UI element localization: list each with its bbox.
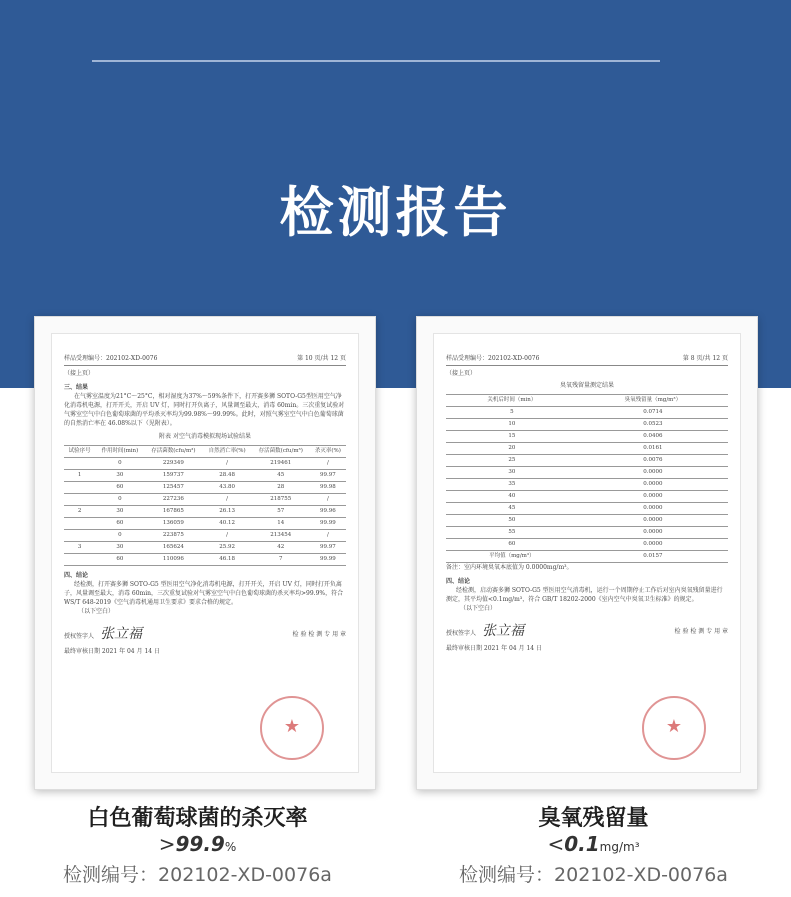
table-row <box>446 443 728 455</box>
table-cell: 42 <box>252 542 310 554</box>
table-cell: 229349 <box>144 458 202 470</box>
table-cell: 50 <box>446 515 578 527</box>
table-cell: 57 <box>252 506 310 518</box>
table-row <box>64 542 346 554</box>
report-paper-right <box>433 333 741 773</box>
table-cell: / <box>310 530 346 542</box>
table-cell: 55 <box>446 527 578 539</box>
value-unit: % <box>224 840 237 854</box>
doc-conclusion-text: 经检测，打开赛多狮 SOTO-G5 型医用空气净化消毒机电源，打开开关，开启 UV 灯，同时打开负离子，风量调至最大，消毒 60min，三次重复试验对气雾室空气中白色葡萄球菌的杀灭率均>99.9%，符合 WS/T 648-2019《空气消毒机通用卫生要求》要求合格的规定。 <box>64 581 344 606</box>
table-cell: 0.0076 <box>578 455 728 467</box>
table-cell: 1 <box>64 470 95 482</box>
doc-seal-label: 检 验 检 测 专 用 章 <box>674 628 728 635</box>
table-cell: 218755 <box>252 494 310 506</box>
table-cell: 3 <box>64 542 95 554</box>
table-cell: 0 <box>95 458 144 470</box>
table-cell: / <box>202 458 251 470</box>
table-cell: / <box>202 530 251 542</box>
table-row <box>446 467 728 479</box>
table-cell: 15 <box>446 431 578 443</box>
doc-signature: 张立福 <box>100 626 143 642</box>
table-row <box>446 527 728 539</box>
table-cell: 30 <box>446 467 578 479</box>
table-header-cell: 臭氧残留量（mg/m³） <box>578 395 728 407</box>
table-row <box>64 494 346 506</box>
table-cell: 25 <box>446 455 578 467</box>
table-cell: 0.0406 <box>578 431 728 443</box>
table-cell: 0.0000 <box>578 527 728 539</box>
doc-signer: 授权签字人 <box>64 633 95 640</box>
caption-name-left: 白色葡萄球菌的杀灭率 <box>87 806 308 831</box>
value-prefix: < <box>547 832 565 856</box>
report-document-right <box>446 354 728 653</box>
page-title: 检测报告 <box>279 181 512 244</box>
table-cell: 43.80 <box>202 482 251 494</box>
doc-seal-label: 检 验 检 测 专 用 章 <box>292 631 346 638</box>
table-row <box>64 554 346 566</box>
table-cell: 26.13 <box>202 506 251 518</box>
table-cell: 0.0000 <box>578 515 728 527</box>
doc-conclusion-head: 四、结论 <box>64 572 89 579</box>
report-document-left <box>64 354 346 656</box>
table-cell: 99.97 <box>310 542 346 554</box>
table-cell: 30 <box>95 542 144 554</box>
doc-signer: 授权签字人 <box>446 630 477 637</box>
doc-conclusion-text: 经检测，启动赛多狮 SOTO-G5 型医用空气消毒机，运行一个周期停止工作后对室内臭氧残留量进行测定，其平均值<0.1mg/m³，符合 GB/T 18202-2000《室内空气中臭氧卫生标准》的规定。 <box>446 587 723 603</box>
caption-value-left <box>0 832 395 856</box>
doc-date: 最终审核日期 2021 年 04 月 14 日 <box>446 645 542 652</box>
table-cell: 159737 <box>144 470 202 482</box>
table-cell: 0.0000 <box>578 479 728 491</box>
table-row <box>446 455 728 467</box>
doc-header-left: 样品受理编号：202102-XD-0076 <box>446 355 540 362</box>
table-cell: 7 <box>252 554 310 566</box>
table-cell: 110096 <box>144 554 202 566</box>
table-header-cell: 杀灭率(%) <box>310 446 346 458</box>
table-header-cell: 试验序号 <box>64 446 95 458</box>
table-cell: 40.12 <box>202 518 251 530</box>
table-cell: 20 <box>446 443 578 455</box>
divider-line <box>92 60 660 62</box>
table-cell: 30 <box>95 506 144 518</box>
table-row <box>446 539 728 551</box>
report-paper-left <box>51 333 359 773</box>
table-row <box>64 506 346 518</box>
table-cell: 165624 <box>144 542 202 554</box>
doc-conclusion-head: 四、结论 <box>446 578 471 585</box>
table-cell: 99.99 <box>310 518 346 530</box>
doc-header-right: 第 10 页/共 12 页 <box>297 355 346 362</box>
table-cell: 0.0000 <box>578 467 728 479</box>
report-frame-right <box>416 316 758 790</box>
table-header-cell: 存活菌数(cfu/m³) <box>252 446 310 458</box>
table-cell: 227236 <box>144 494 202 506</box>
table-row <box>446 515 728 527</box>
doc-header <box>446 354 728 366</box>
table-cell <box>64 494 95 506</box>
table-cell: 46.18 <box>202 554 251 566</box>
table-cell: 0.0161 <box>578 443 728 455</box>
doc-sign-row <box>446 623 728 639</box>
table-cell: 0.0000 <box>578 539 728 551</box>
table-cell: 0.0000 <box>578 491 728 503</box>
seal-stamp-icon: ★ <box>642 696 706 760</box>
table-cell: 0 <box>95 530 144 542</box>
table-header-cell: 作用时间(min) <box>95 446 144 458</box>
table-row <box>446 431 728 443</box>
table-cell: 10 <box>446 419 578 431</box>
value-prefix: > <box>158 832 176 856</box>
table-cell: 0.0523 <box>578 419 728 431</box>
table-cell: 30 <box>95 470 144 482</box>
table-cell <box>64 482 95 494</box>
doc-header-left: 样品受理编号：202102-XD-0076 <box>64 355 158 362</box>
table-cell <box>64 530 95 542</box>
table-cell: 99.97 <box>310 470 346 482</box>
table-cell: 99.96 <box>310 506 346 518</box>
table-cell: / <box>310 494 346 506</box>
table-cell <box>64 458 95 470</box>
value-number: 0.1 <box>564 832 600 856</box>
table-cell: 45 <box>252 470 310 482</box>
value-unit: mg/m³ <box>599 840 640 854</box>
table-cell: 28 <box>252 482 310 494</box>
table-cell: 219461 <box>252 458 310 470</box>
table-row <box>64 458 346 470</box>
caption-name-right: 臭氧残留量 <box>538 806 649 831</box>
results-table-left <box>64 445 346 566</box>
results-table-right <box>446 394 728 563</box>
table-cell: 0.0714 <box>578 407 728 419</box>
table-cell: 213454 <box>252 530 310 542</box>
doc-table-title: 臭氧残留量测定结果 <box>559 382 614 389</box>
table-cell: 223875 <box>144 530 202 542</box>
avg-value: 0.0157 <box>578 551 728 563</box>
doc-blank: （以下空白） <box>78 608 115 615</box>
table-header-cell: 自然消亡率(%) <box>202 446 251 458</box>
doc-blank: （以下空白） <box>460 605 497 612</box>
table-cell: 60 <box>95 482 144 494</box>
table-cell <box>64 554 95 566</box>
table-row <box>446 479 728 491</box>
table-header-cell: 存活菌数(cfu/m³) <box>144 446 202 458</box>
table-cell: 99.98 <box>310 482 346 494</box>
caption-value-right <box>396 832 791 856</box>
table-cell: 60 <box>95 554 144 566</box>
doc-header-right: 第 8 页/共 12 页 <box>682 355 728 362</box>
table-cell: 35 <box>446 479 578 491</box>
table-cell: 25.92 <box>202 542 251 554</box>
table-cell: 0.0000 <box>578 503 728 515</box>
table-cell: / <box>310 458 346 470</box>
doc-cont: （接上页） <box>446 370 477 377</box>
seal-stamp-icon: ★ <box>260 696 324 760</box>
doc-header <box>64 354 346 366</box>
doc-results-text: 在气雾室温度为21°C～25°C，相对湿度为37%～59%条件下，打开赛多狮 SOTO-G5型医用空气净化消毒机电源，打开开关，开启 UV 灯，同时打开负离子，风量调至最大，消毒 60min。三次重复试验对气雾室空气中白色葡萄球菌的平均杀灭率均为99.98%～99.99%。此时，对照气雾室空气中白色葡萄球菌的自然消亡率在 46.08%以下（见附表）。 <box>64 393 345 427</box>
table-row <box>446 503 728 515</box>
caption-code-right: 检测编号：202102-XD-0076a <box>459 864 728 886</box>
table-row <box>446 419 728 431</box>
table-row <box>64 518 346 530</box>
table-row <box>64 482 346 494</box>
table-cell: / <box>202 494 251 506</box>
report-frame-left <box>34 316 376 790</box>
table-row <box>446 407 728 419</box>
table-cell: 60 <box>446 539 578 551</box>
table-cell: 167865 <box>144 506 202 518</box>
table-row <box>64 470 346 482</box>
table-cell: 45 <box>446 503 578 515</box>
table-cell: 99.99 <box>310 554 346 566</box>
table-cell: 136059 <box>144 518 202 530</box>
doc-note: 备注：室内环境臭氧本底值为 0.0000mg/m³。 <box>446 564 573 571</box>
avg-label: 平均值（mg/m³） <box>446 551 578 563</box>
table-cell: 2 <box>64 506 95 518</box>
table-cell: 0 <box>95 494 144 506</box>
doc-cont: （接上页） <box>64 370 95 377</box>
table-cell <box>64 518 95 530</box>
table-row <box>64 530 346 542</box>
table-cell: 5 <box>446 407 578 419</box>
table-cell: 60 <box>95 518 144 530</box>
table-cell: 28.48 <box>202 470 251 482</box>
table-cell: 40 <box>446 491 578 503</box>
table-cell: 14 <box>252 518 310 530</box>
doc-sign-row <box>64 626 346 642</box>
doc-table-title: 附表 对空气消毒模拟现场试验结果 <box>159 433 251 440</box>
caption-code-left: 检测编号：202102-XD-0076a <box>63 864 332 886</box>
doc-signature: 张立福 <box>482 623 525 639</box>
doc-results-head: 三、结果 <box>64 384 89 391</box>
value-number: 99.9 <box>175 832 225 856</box>
table-header-cell: 关机后时间（min） <box>446 395 578 407</box>
doc-date: 最终审核日期 2021 年 04 月 14 日 <box>64 648 160 655</box>
table-cell: 125457 <box>144 482 202 494</box>
table-row <box>446 491 728 503</box>
